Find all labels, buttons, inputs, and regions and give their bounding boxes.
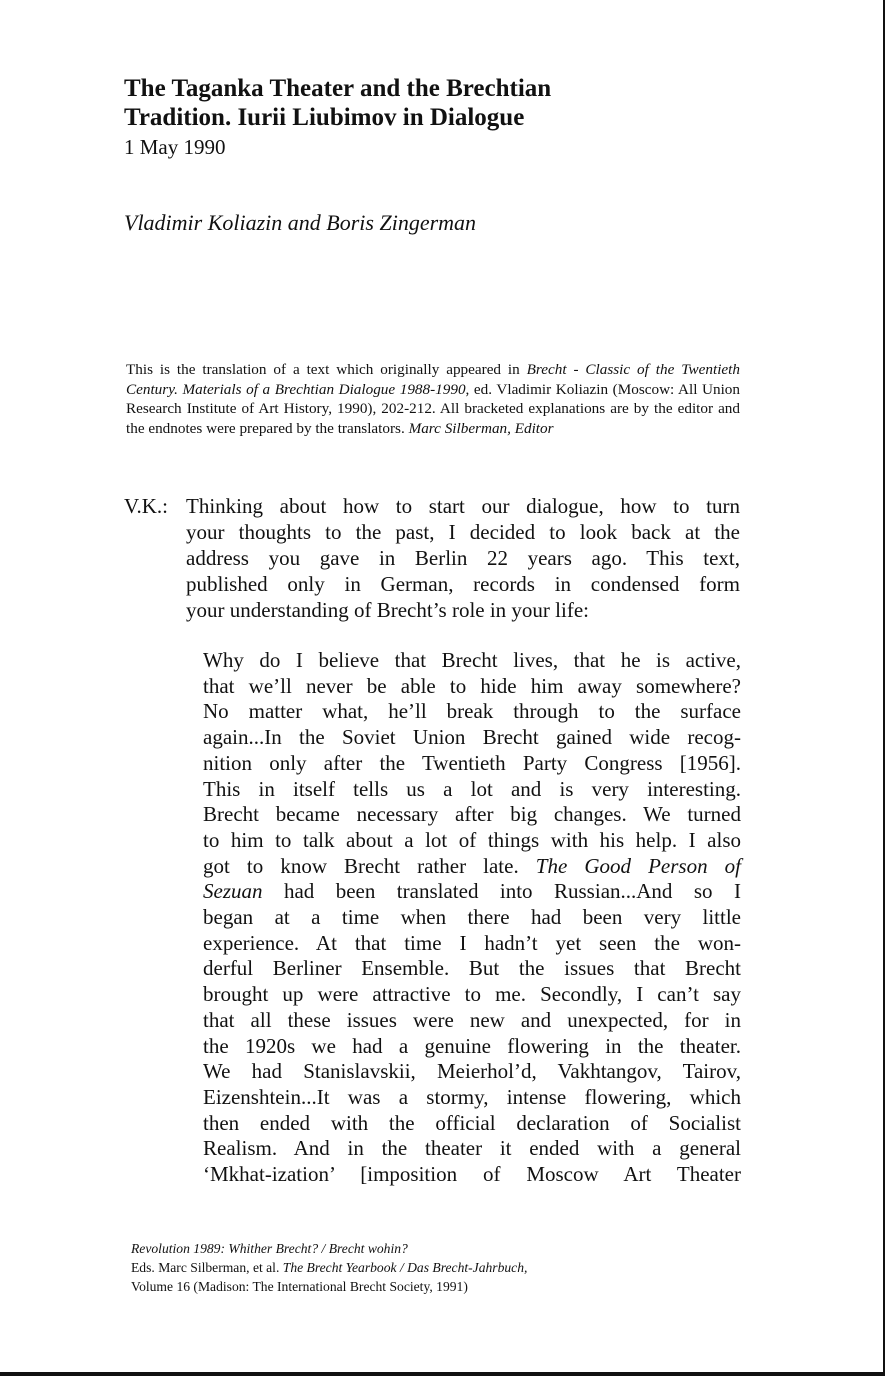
quote-line: nition only after the Twentieth Party Congress [1956]. [203,750,741,775]
quote-line: that all these issues were new and unexpected, for in [203,1007,741,1032]
quote-line [203,879,741,905]
quote-line: began at a time when there had been very little [203,905,741,930]
footer-editors: Eds. Marc Silberman, et al. [131,1260,283,1275]
note-source-title: Brecht - Classic of the Twentieth Century. Materials of a Brechtian Dialogue 1988-1990 [126,361,740,398]
quote-line: Brecht became necessary after big changes. We turned [203,802,741,827]
quote-line: again...In the Soviet Union Brecht gained wide recog- [203,725,741,750]
note-text-2: , ed. Vladimir Koliazin (Moscow: All Union Research Institute of Art History, 1990), 202-212. All bracketed explanations are by the editor and the endnotes were prepared by the translators. [126,380,740,437]
quote-line [203,854,741,880]
footer-line-1 [131,1239,691,1258]
title-line-1: The Taganka Theater and the Brechtian [124,75,552,102]
footer-line-3: Volume 16 (Madison: The International Brecht Society, 1991) [131,1279,468,1294]
para-line: published only in German, records in condensed form [186,572,740,596]
volume-title: Revolution 1989: Whither Brecht? / Brecht wohin? [131,1241,408,1256]
speaker-label: V.K.: [124,494,168,518]
quote-line: derful Berliner Ensemble. But the issues that Brecht [203,956,741,981]
article-date: 1 May 1990 [124,135,226,159]
citation-footer [131,1239,691,1296]
quote-line: that we’ll never be able to hide him away somewhere? [203,673,741,698]
quote-line: Eizenshtein...It was a stormy, intense flowering, which [203,1084,741,1109]
quote-line: ‘Mkhat-ization’ [imposition of Moscow Art Theater [203,1162,741,1187]
note-editor-credit: Marc Silberman, Editor [408,419,554,437]
dialogue-paragraph [186,493,740,623]
title-line-2: Tradition. Iurii Liubimov in Dialogue [124,104,525,131]
para-line: Thinking about how to start our dialogue, how to turn [186,494,740,518]
quote-line: experience. At that time I hadn’t yet seen the won- [203,930,741,955]
quote-line: We had Stanislavskii, Meierhol’d, Vakhtangov, Tairov, [203,1059,741,1084]
article-title [124,74,724,132]
play-title: The Good Person of [535,853,741,878]
quote-line: then ended with the official declaration of Socialist [203,1110,741,1135]
quote-line: brought up were attractive to me. Secondly, I can’t say [203,982,741,1007]
footer-line-2 [131,1258,691,1277]
yearbook-title: The Brecht Yearbook / Das Brecht-Jahrbuch, [282,1260,528,1275]
quote-line: Why do I believe that Brecht lives, that he is active, [203,648,741,672]
play-title: Sezuan [203,879,263,904]
quote-text: had been translated into Russian...And so I [262,879,741,904]
article-authors: Vladimir Koliazin and Boris Zingerman [124,210,477,235]
note-text-1: This is the translation of a text which originally appeared in [126,361,527,378]
quote-line: the 1920s we had a genuine flowering in the theater. [203,1033,741,1058]
quote-line: No matter what, he’ll break through to the surface [203,699,741,724]
para-line: your understanding of Brecht’s role in your life: [186,598,589,622]
editor-note [126,360,740,438]
quote-line: This in itself tells us a lot and is very interesting. [203,776,741,801]
quote-line: Realism. And in the theater it ended with a general [203,1136,741,1161]
para-line: address you gave in Berlin 22 years ago. This text, [186,546,740,570]
quote-text: got to know Brecht rather late. [203,853,536,878]
quote-line: to him to talk about a lot of things with his help. I also [203,827,741,852]
para-line: your thoughts to the past, I decided to look back at the [186,520,740,544]
block-quote [203,648,741,1188]
